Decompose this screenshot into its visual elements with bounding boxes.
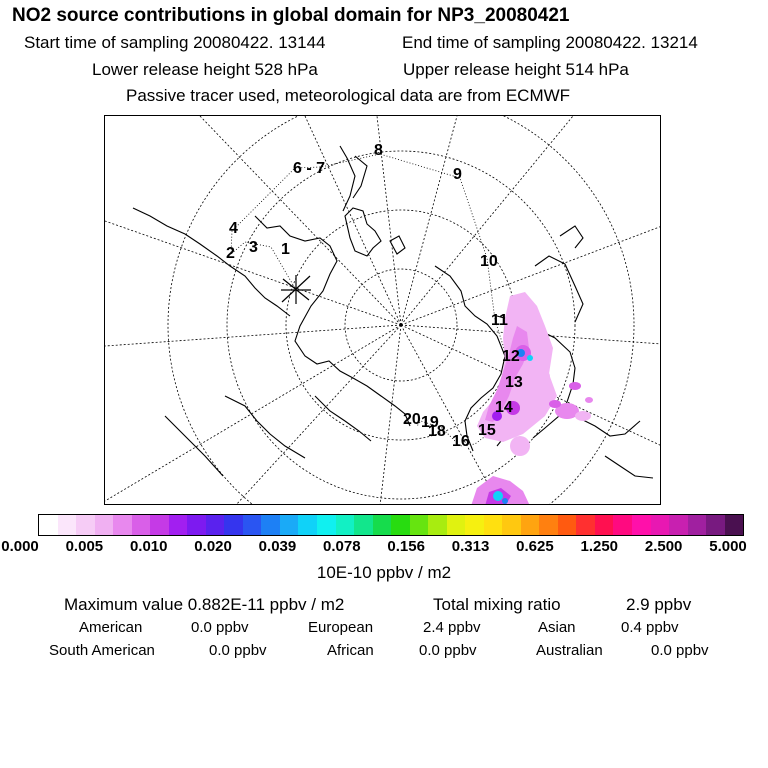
map-canvas <box>105 116 661 505</box>
colorbar-cell <box>410 515 429 535</box>
track-label-1: 1 <box>281 241 290 258</box>
colorbar-cell <box>484 515 503 535</box>
end-time-label: End time of sampling 20080422. 13214 <box>402 33 698 52</box>
region-name-american: American <box>79 619 143 636</box>
colorbar-cell <box>428 515 447 535</box>
region-name-european: European <box>308 619 374 636</box>
colorbar-cell <box>58 515 77 535</box>
colorbar-cell <box>447 515 466 535</box>
colorbar-cell <box>317 515 336 535</box>
colorbar-tick-label: 1.250 <box>580 538 619 555</box>
colorbar-cell <box>224 515 243 535</box>
coastlines <box>133 146 653 478</box>
track-label-10: 10 <box>480 253 498 270</box>
colorbar-cell <box>132 515 151 535</box>
track-label-11: 11 <box>491 312 508 329</box>
colorbar-cell <box>243 515 262 535</box>
colorbar-cell <box>280 515 299 535</box>
track-label-12: 12 <box>502 348 520 365</box>
colorbar-tick-label: 0.010 <box>129 538 168 555</box>
colorbar-cell <box>651 515 670 535</box>
region-value-american: 0.0 ppbv <box>191 619 249 636</box>
upper-height-label: Upper release height 514 hPa <box>403 60 629 79</box>
lower-height-label: Lower release height 528 hPa <box>92 60 318 79</box>
colorbar-cell <box>373 515 392 535</box>
colorbar-cell <box>632 515 651 535</box>
colorbar-cell <box>706 515 725 535</box>
colorbar-tick-label: 0.039 <box>258 538 297 555</box>
colorbar-cell <box>187 515 206 535</box>
colorbar-cell <box>113 515 132 535</box>
colorbar-cell <box>595 515 614 535</box>
region-name-african: African <box>327 642 374 659</box>
track-label-14: 14 <box>495 399 513 416</box>
colorbar-units: 10E-10 ppbv / m2 <box>316 563 452 582</box>
total-mixing-value: 2.9 ppbv <box>626 595 692 614</box>
region-name-australian: Australian <box>536 642 603 659</box>
colorbar-cell <box>95 515 114 535</box>
colorbar-cell <box>725 515 744 535</box>
page-title: NO2 source contributions in global domain for NP3_20080421 <box>12 5 570 26</box>
colorbar-tick-label: 0.625 <box>516 538 554 555</box>
colorbar-cell <box>261 515 280 535</box>
colorbar-cell <box>465 515 484 535</box>
colorbar-tick-label: 0.078 <box>323 538 361 555</box>
region-name-asian: Asian <box>538 619 576 636</box>
track-label-2: 2 <box>226 245 235 262</box>
tracer-note: Passive tracer used, meteorological data are from ECMWF <box>126 86 571 105</box>
region-value-asian: 0.4 ppbv <box>621 619 679 636</box>
graticule <box>105 116 661 505</box>
colorbar-cell <box>169 515 188 535</box>
region-value-african: 0.0 ppbv <box>419 642 477 659</box>
region-value-australian: 0.0 ppbv <box>651 642 709 659</box>
colorbar-tick-label: 2.500 <box>644 538 683 555</box>
track-label-18: 18 <box>428 423 446 440</box>
colorbar-cell <box>558 515 577 535</box>
colorbar-tick-label: 0.313 <box>451 538 490 555</box>
colorbar-tick-label: 0.005 <box>65 538 104 555</box>
total-mixing-label: Total mixing ratio <box>433 595 561 614</box>
track-label-20: 20 <box>403 411 421 428</box>
colorbar-cell <box>576 515 595 535</box>
colorbar-cell <box>76 515 95 535</box>
track-label-8: 8 <box>374 142 383 159</box>
colorbar-tick-label: 5.000 <box>709 538 747 555</box>
colorbar-cell <box>336 515 355 535</box>
colorbar-cell <box>391 515 410 535</box>
concentration-field <box>471 292 593 505</box>
trajectory-path <box>231 154 508 446</box>
colorbar-cell <box>669 515 688 535</box>
colorbar-cell <box>206 515 225 535</box>
colorbar <box>38 514 744 536</box>
colorbar-cell <box>539 515 558 535</box>
track-label-16: 16 <box>452 433 470 450</box>
colorbar-cell <box>354 515 373 535</box>
colorbar-cell <box>502 515 521 535</box>
colorbar-tick-label: 0.000 <box>1 538 39 555</box>
colorbar-tick-label: 0.020 <box>194 538 232 555</box>
region-name-south-american: South American <box>49 642 155 659</box>
polar-map[interactable] <box>104 115 661 505</box>
track-label-15: 15 <box>478 422 496 439</box>
track-label-19: 19 <box>421 414 439 431</box>
region-value-south-american: 0.0 ppbv <box>209 642 267 659</box>
region-value-european: 2.4 ppbv <box>423 619 481 636</box>
colorbar-tick-label: 0.156 <box>387 538 425 555</box>
start-time-label: Start time of sampling 20080422. 13144 <box>24 33 326 52</box>
colorbar-cell <box>688 515 707 535</box>
colorbar-cell <box>298 515 317 535</box>
track-label-13: 13 <box>505 374 523 391</box>
track-label-9: 9 <box>453 166 462 183</box>
track-label-6-7: 6 - 7 <box>293 160 326 177</box>
track-label-3: 3 <box>249 239 258 256</box>
max-value-label: Maximum value 0.882E-11 ppbv / m2 <box>64 595 345 614</box>
colorbar-cell <box>521 515 540 535</box>
colorbar-cell <box>150 515 169 535</box>
track-label-4: 4 <box>229 220 238 237</box>
colorbar-cell <box>613 515 632 535</box>
colorbar-cell <box>39 515 58 535</box>
